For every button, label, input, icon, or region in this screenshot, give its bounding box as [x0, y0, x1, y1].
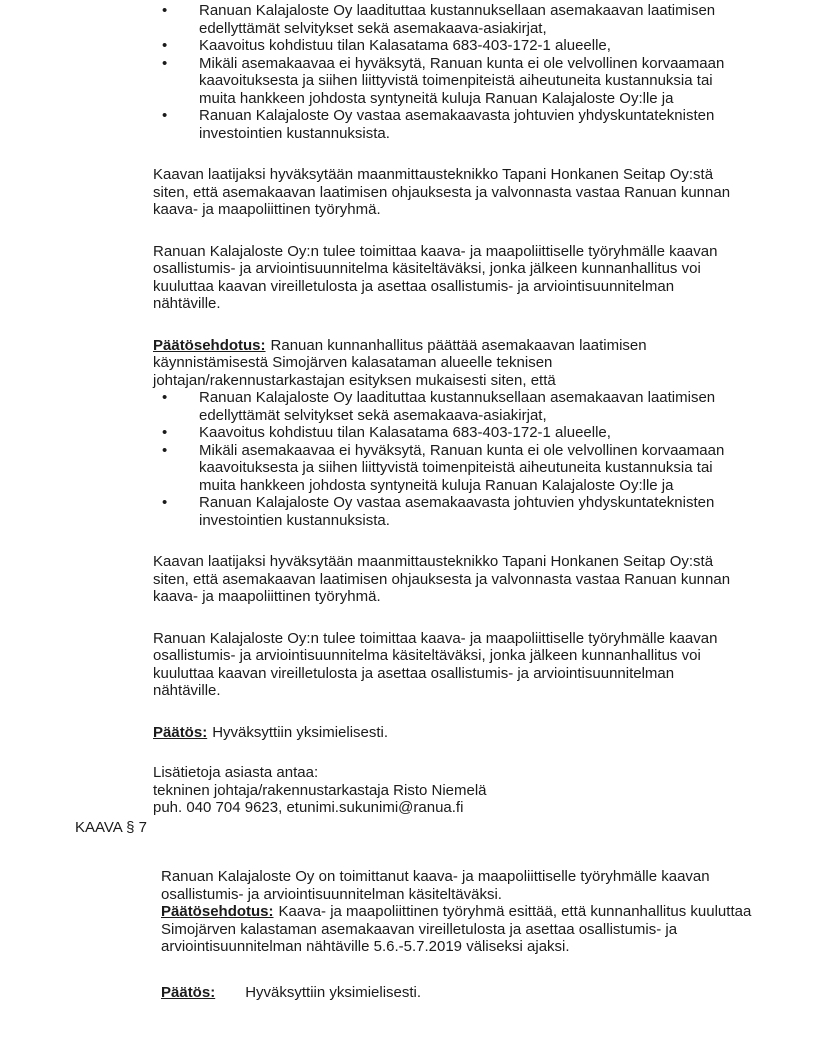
bullet-item: • Ranuan Kalajaloste Oy vastaa asemakaavasta johtuvien yhdyskuntateknisten investointien kustannuksista.: [153, 107, 745, 142]
decision-label-s7: Päätös:: [161, 983, 216, 1001]
decision-proposal: [153, 337, 745, 390]
info-heading-line: Lisätietoja asiasta antaa:: [153, 764, 319, 781]
decision-proposal-text-s7: Kaava- ja maapoliittinen työryhmä esittää, että kunnanhallitus kuuluttaa Simojärven kalastaman asemakaavan vireilletulosta ja asettaa osallistumis- ja arviointisuunnitelman nähtäville 5.6.-5.7.2019 väliseksi ajaksi.: [161, 903, 752, 955]
decision-text: Hyväksyttiin yksimielisesti.: [212, 723, 389, 741]
decision-proposal-text: Ranuan kunnanhallitus päättää asemakaavan laatimisen käynnistämisestä Simojärven kalasataman alueelle teknisen johtajan/rakennustarkastajan esityksen mukaisesti siten, että: [153, 336, 647, 389]
paragraph-submit-plan: Ranuan Kalajaloste Oy:n tulee toimittaa kaava- ja maapoliittiselle työryhmälle kaavan osallistumis- ja arviointisuunnitelma käsiteltäväksi, jonka jälkeen kunnanhallitus voi kuuluttaa kaavan vireilletulosta ja asettaa osallistumis- ja arviointisuunnitelman nähtäville.: [153, 242, 718, 312]
info-phone-line: puh. 040 704 9623, etunimi.sukunimi@ranua.fi: [153, 799, 464, 816]
bullet-item: • Mikäli asemakaavaa ei hyväksytä, Ranuan kunta ei ole velvollinen korvaamaan kaavoituksesta ja siihen liittyvistä toimenpiteistä aiheutuneita kustannuksia tai muita hankkeen johdosta syntyneitä kuluja Ranuan Kalajaloste Oy:lle ja: [153, 442, 745, 495]
bullet-item: • Ranuan Kalajaloste Oy laadituttaa kustannuksellaan asemakaavan laatimisen edellyttämät selvitykset sekä asemakaava-asiakirjat,: [153, 389, 745, 424]
decision-line: [153, 724, 745, 742]
additional-info-block: [153, 764, 745, 817]
decision-line-s7: [161, 984, 753, 1002]
decision-label: Päätös:: [153, 723, 208, 741]
conditions-bullet-list: [153, 2, 745, 142]
decision-text-s7: Hyväksyttiin yksimielisesti.: [245, 983, 422, 1001]
paragraph-submit-plan-repeat: Ranuan Kalajaloste Oy:n tulee toimittaa kaava- ja maapoliittiselle työryhmälle kaavan osallistumis- ja arviointisuunnitelma käsiteltäväksi, jonka jälkeen kunnanhallitus voi kuuluttaa kaavan vireilletulosta ja asettaa osallistumis- ja arviointisuunnitelman nähtäville.: [153, 629, 718, 699]
decision-proposal-s7: [161, 903, 753, 956]
decision-proposal-label: Päätösehdotus:: [153, 336, 266, 354]
bullet-item: • Kaavoitus kohdistuu tilan Kalasatama 683-403-172-1 alueelle,: [153, 37, 745, 55]
info-contact-line: tekninen johtaja/rakennustarkastaja Risto Niemelä: [153, 781, 487, 799]
proposal-conditions-bullet-list: [153, 389, 745, 529]
bullet-item: • Kaavoitus kohdistuu tilan Kalasatama 683-403-172-1 alueelle,: [153, 424, 745, 442]
paragraph-oas-submitted: Ranuan Kalajaloste Oy on toimittanut kaava- ja maapoliittiselle työryhmälle kaavan osallistumis- ja arviointisuunnitelman käsiteltäväksi.: [161, 868, 710, 903]
paragraph-plan-author-repeat: Kaavan laatijaksi hyväksytään maanmittausteknikko Tapani Honkanen Seitap Oy:stä siten, että asemakaavan laatimisen ohjauksesta ja valvonnasta vastaa Ranuan kunnan kaava- ja maapoliittinen työryhmä.: [153, 553, 731, 605]
bullet-item: • Ranuan Kalajaloste Oy vastaa asemakaavasta johtuvien yhdyskuntateknisten investointien kustannuksista.: [153, 494, 745, 529]
decision-proposal-label-s7: Päätösehdotus:: [161, 903, 274, 920]
bullet-item: • Mikäli asemakaavaa ei hyväksytä, Ranuan kunta ei ole velvollinen korvaamaan kaavoituksesta ja siihen liittyvistä toimenpiteistä aiheutuneita kustannuksia tai muita hankkeen johdosta syntyneitä kuluja Ranuan Kalajaloste Oy:lle ja: [153, 55, 745, 108]
bullet-item: • Ranuan Kalajaloste Oy laadituttaa kustannuksellaan asemakaavan laatimisen edellyttämät selvitykset sekä asemakaava-asiakirjat,: [153, 2, 745, 37]
paragraph-plan-author: Kaavan laatijaksi hyväksytään maanmittausteknikko Tapani Honkanen Seitap Oy:stä siten, että asemakaavan laatimisen ohjauksesta ja valvonnasta vastaa Ranuan kunnan kaava- ja maapoliittinen työryhmä.: [153, 166, 731, 218]
section-heading-kaava-7: KAAVA § 7: [75, 818, 147, 836]
